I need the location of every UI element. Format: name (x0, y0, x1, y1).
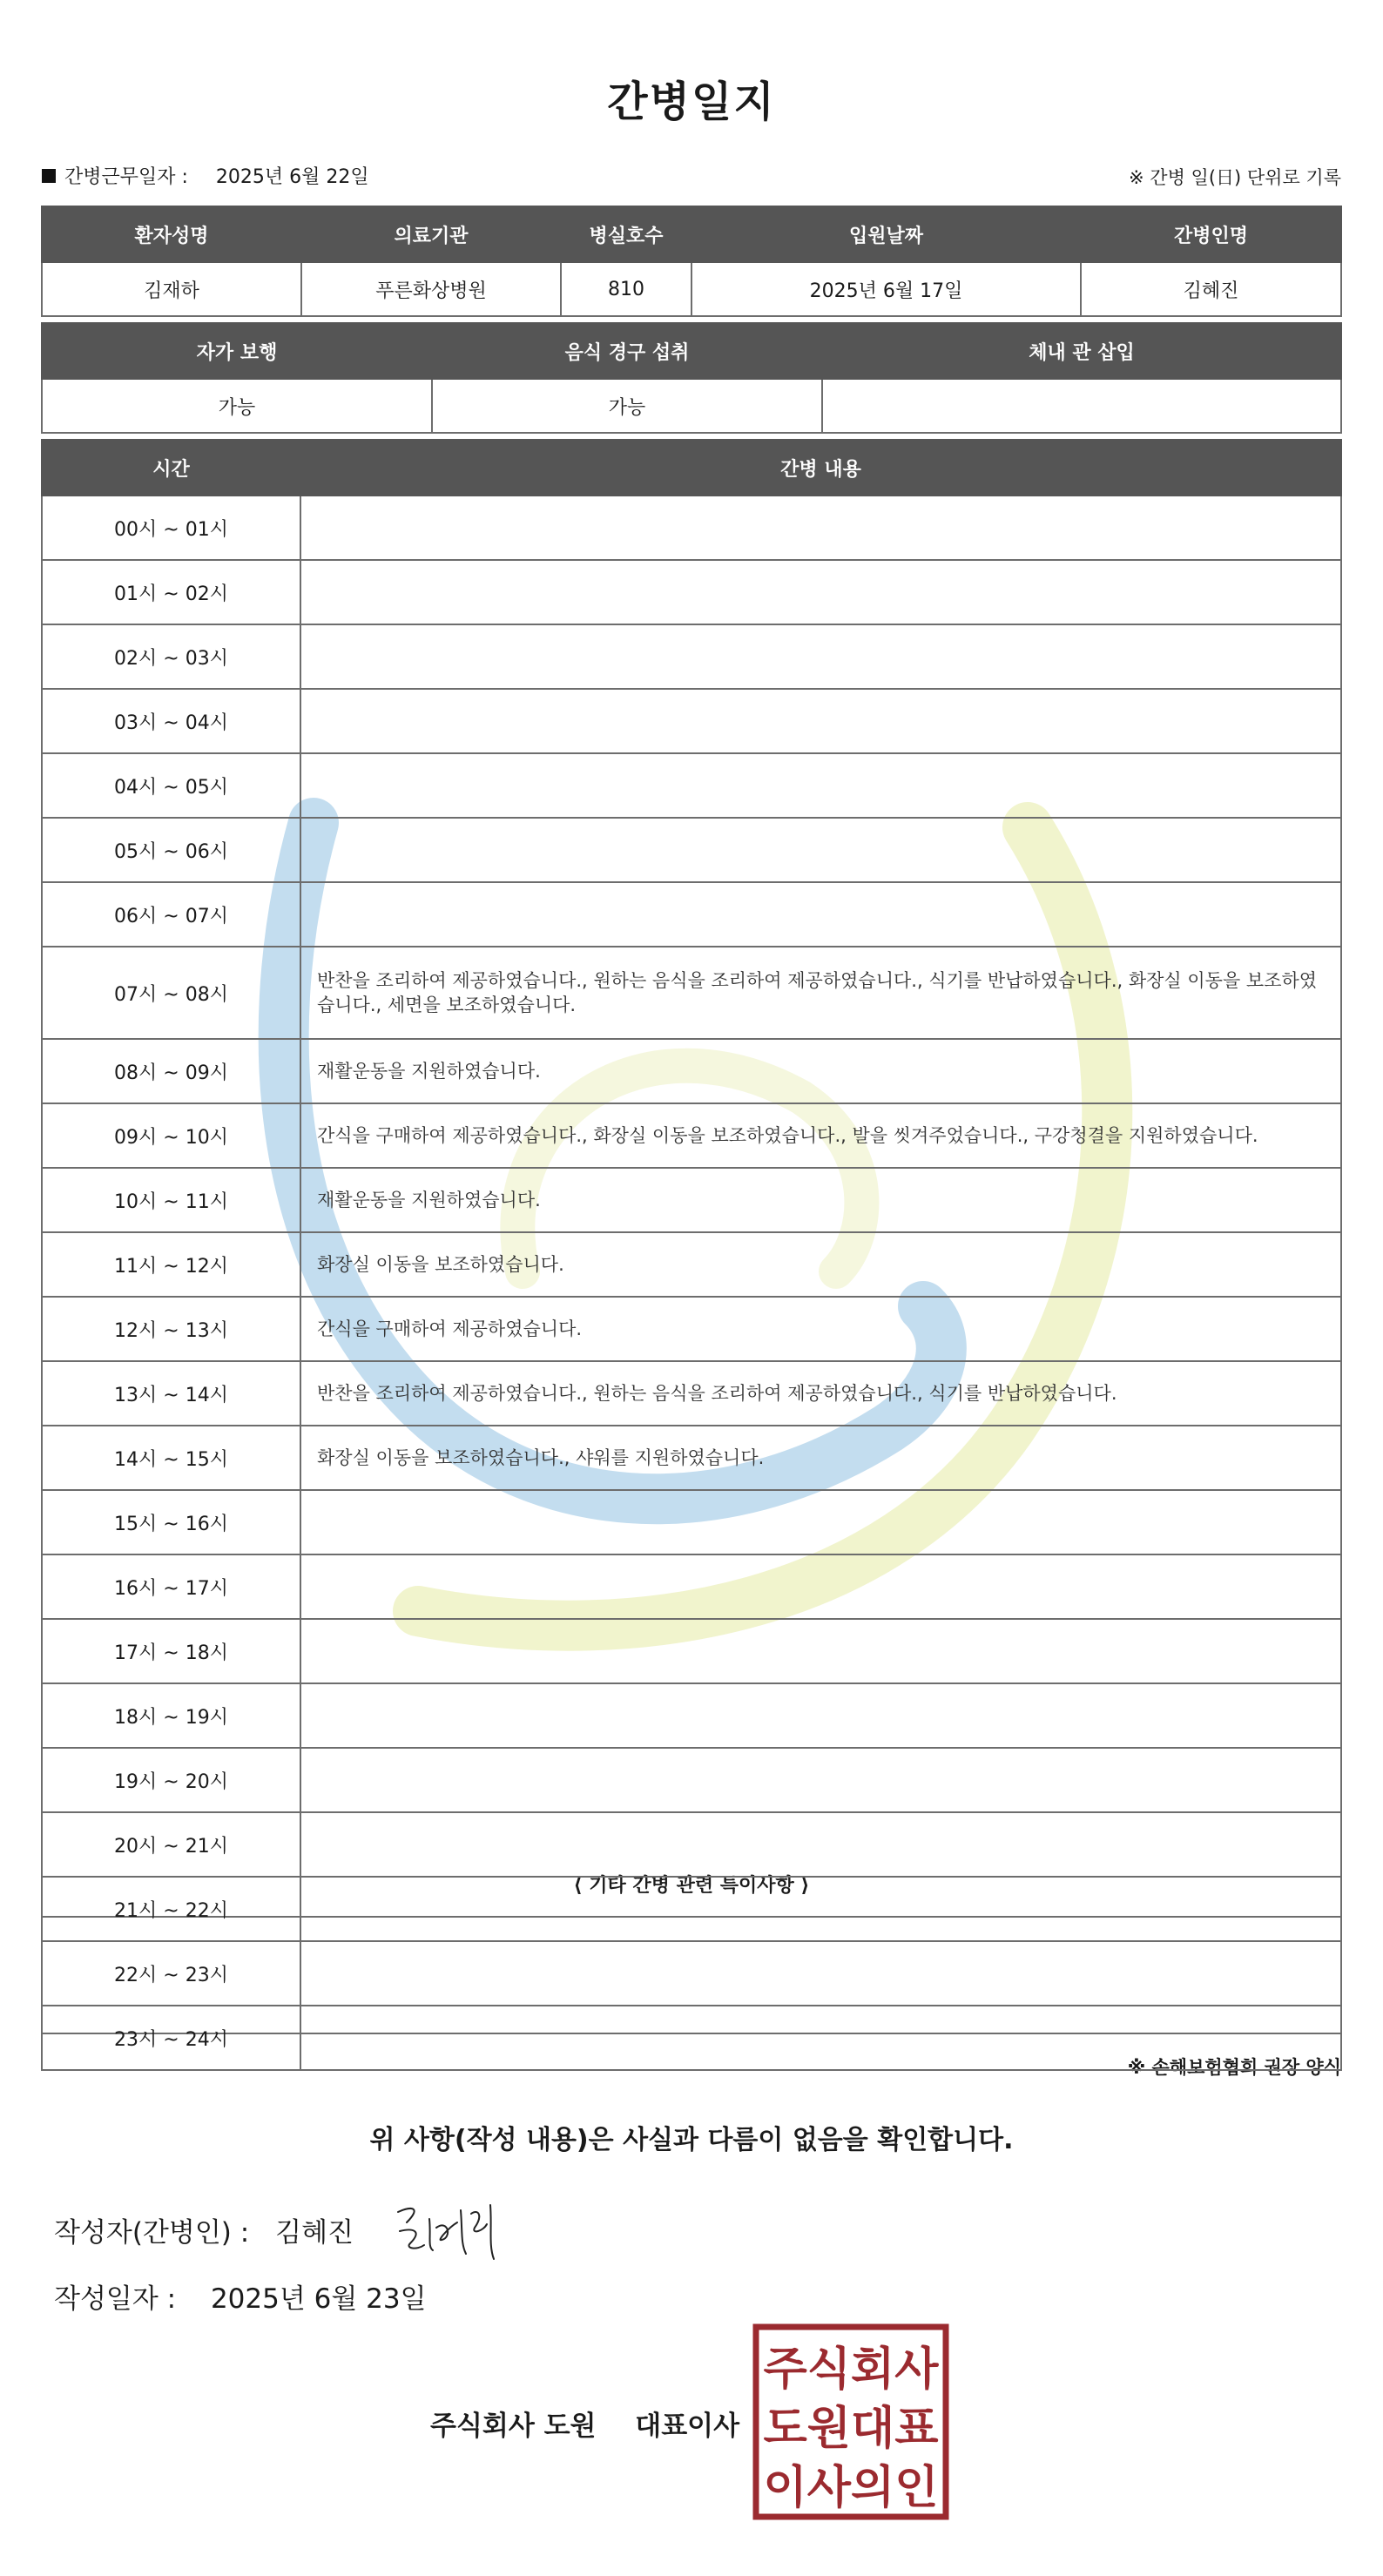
caregiver-name-value: 김혜진 (1081, 262, 1341, 316)
care-log-row (42, 1941, 1341, 2006)
company-name: 주식회사 도원 (430, 2411, 597, 2442)
care-log-time: 12시 ~ 13시 (42, 1297, 300, 1361)
daily-record-note: ※ 간병 일(日) 단위로 기록 (1129, 167, 1341, 188)
care-log-row (42, 624, 1341, 689)
header-tube-insertion: 체내 관 삽입 (822, 323, 1341, 379)
writer-name: 김혜진 (275, 2217, 354, 2249)
square-bullet-icon (42, 169, 56, 183)
company-seal-stamp (752, 2323, 949, 2520)
header-self-walking: 자가 보행 (42, 323, 432, 379)
patient-info-value-row (42, 262, 1341, 316)
care-log-content (300, 1941, 1341, 2006)
written-date-value: 2025년 6월 23일 (210, 2283, 427, 2315)
care-log-time: 05시 ~ 06시 (42, 818, 300, 882)
room-number-value: 810 (561, 262, 692, 316)
care-log-time: 19시 ~ 20시 (42, 1748, 300, 1812)
care-log-time: 17시 ~ 18시 (42, 1619, 300, 1683)
handwritten-signature (388, 2193, 518, 2262)
care-log-time: 21시 ~ 22시 (42, 1877, 300, 1941)
header-patient-name: 환자성명 (42, 206, 301, 262)
care-log-row (42, 1103, 1341, 1168)
header-care-content: 간병 내용 (300, 440, 1341, 496)
care-log-content: 화장실 이동을 보조하였습니다. (300, 1232, 1341, 1297)
care-log-row (42, 1232, 1341, 1297)
care-log-content (300, 624, 1341, 689)
care-log-row (42, 560, 1341, 624)
care-log-time: 23시 ~ 24시 (42, 2006, 300, 2070)
care-log-time: 09시 ~ 10시 (42, 1103, 300, 1168)
care-log-content (300, 882, 1341, 947)
work-date-label: 간병근무일자 : (64, 166, 188, 188)
care-log-row (42, 1812, 1341, 1877)
oral-intake-value: 가능 (432, 379, 822, 433)
care-log-content: 간식을 구매하여 제공하였습니다. (300, 1297, 1341, 1361)
care-log-body (42, 496, 1341, 2070)
care-log-time: 18시 ~ 19시 (42, 1683, 300, 1748)
status-value-row (42, 379, 1341, 433)
seal-line-2: 도원대표 (763, 2403, 939, 2455)
care-log-row (42, 1039, 1341, 1103)
hospital-value: 푸른화상병원 (301, 262, 561, 316)
care-log-row (42, 753, 1341, 818)
care-log-time: 16시 ~ 17시 (42, 1554, 300, 1619)
care-log-header-row (42, 440, 1341, 496)
work-date-value: 2025년 6월 22일 (215, 166, 369, 188)
care-log-row (42, 1554, 1341, 1619)
care-log-row (42, 882, 1341, 947)
care-log-time: 22시 ~ 23시 (42, 1941, 300, 2006)
care-log-row (42, 947, 1341, 1039)
header-oral-intake: 음식 경구 섭취 (432, 323, 822, 379)
admission-date-value: 2025년 6월 17일 (692, 262, 1081, 316)
care-log-content (300, 1490, 1341, 1554)
header-admission-date: 입원날짜 (692, 206, 1081, 262)
seal-line-3: 이사의인 (763, 2462, 939, 2514)
care-log-time: 08시 ~ 09시 (42, 1039, 300, 1103)
care-log-content: 반찬을 조리하여 제공하였습니다., 원하는 음식을 조리하여 제공하였습니다., 식기를 반납하였습니다. (300, 1361, 1341, 1426)
care-log-content (300, 1554, 1341, 1619)
work-date-line (42, 162, 369, 189)
company-line (430, 2404, 739, 2443)
care-log-row (42, 1748, 1341, 1812)
care-log-row (42, 2006, 1341, 2070)
care-log-row (42, 818, 1341, 882)
writer-line (54, 2210, 354, 2249)
care-log-content (300, 1619, 1341, 1683)
written-date-line (54, 2276, 427, 2316)
care-log-content (300, 496, 1341, 560)
care-log-time: 00시 ~ 01시 (42, 496, 300, 560)
header-caregiver-name: 간병인명 (1081, 206, 1341, 262)
care-log-row (42, 496, 1341, 560)
care-log-row (42, 1683, 1341, 1748)
care-log-time: 06시 ~ 07시 (42, 882, 300, 947)
care-log-time: 15시 ~ 16시 (42, 1490, 300, 1554)
header-room-number: 병실호수 (561, 206, 692, 262)
care-log-content: 반찬을 조리하여 제공하였습니다., 원하는 음식을 조리하여 제공하였습니다., 식기를 반납하였습니다., 화장실 이동을 보조하였습니다., 세면을 보조하였습니다. (300, 947, 1341, 1039)
care-log-time: 01시 ~ 02시 (42, 560, 300, 624)
seal-line-1: 주식회사 (763, 2343, 939, 2396)
care-log-content: 화장실 이동을 보조하였습니다., 샤워를 지원하였습니다. (300, 1426, 1341, 1490)
patient-info-header-row (42, 206, 1341, 262)
care-log-time: 10시 ~ 11시 (42, 1168, 300, 1232)
care-log-content (300, 689, 1341, 753)
care-log-row (42, 1297, 1341, 1361)
status-header-row (42, 323, 1341, 379)
care-log-time: 13시 ~ 14시 (42, 1361, 300, 1426)
writer-label: 작성자(간병인) : (54, 2217, 250, 2249)
care-log-row (42, 1490, 1341, 1554)
care-log-row (42, 1619, 1341, 1683)
care-log-row (42, 1168, 1341, 1232)
special-notes-title: ⟨ 기타 간병 관련 특이사항 ⟩ (573, 1875, 810, 1897)
header-time: 시간 (42, 440, 300, 496)
care-log-content (300, 560, 1341, 624)
care-log-content (300, 818, 1341, 882)
form-source-note: ※ 손해보험협회 권장 양식 (1127, 2057, 1341, 2078)
patient-status-table (41, 322, 1342, 434)
care-log-content (300, 2006, 1341, 2070)
care-log-content (300, 753, 1341, 818)
written-date-label: 작성일자 : (54, 2283, 177, 2315)
ceo-title: 대표이사 (635, 2411, 740, 2442)
care-log-row (42, 689, 1341, 753)
care-log-content: 재활운동을 지원하였습니다. (300, 1039, 1341, 1103)
care-log-content (300, 1748, 1341, 1812)
care-log-time: 11시 ~ 12시 (42, 1232, 300, 1297)
care-log-row (42, 1877, 1341, 1941)
patient-info-table (41, 206, 1342, 317)
care-log-content: 재활운동을 지원하였습니다. (300, 1168, 1341, 1232)
care-log-time: 03시 ~ 04시 (42, 689, 300, 753)
patient-name-value: 김재하 (42, 262, 301, 316)
care-log-content (300, 1683, 1341, 1748)
care-log-row (42, 1426, 1341, 1490)
tube-insertion-value (822, 379, 1341, 433)
care-log-time: 07시 ~ 08시 (42, 947, 300, 1039)
care-log-time: 02시 ~ 03시 (42, 624, 300, 689)
header-hospital: 의료기관 (301, 206, 561, 262)
care-log-time: 04시 ~ 05시 (42, 753, 300, 818)
care-log-time: 14시 ~ 15시 (42, 1426, 300, 1490)
care-log-content (300, 1877, 1341, 1941)
self-walking-value: 가능 (42, 379, 432, 433)
care-log-row (42, 1361, 1341, 1426)
care-log-content: 간식을 구매하여 제공하였습니다., 화장실 이동을 보조하였습니다., 발을 씻겨주었습니다., 구강청결을 지원하였습니다. (300, 1103, 1341, 1168)
page-title: 간병일지 (607, 78, 776, 126)
care-log-time: 20시 ~ 21시 (42, 1812, 300, 1877)
confirmation-statement: 위 사항(작성 내용)은 사실과 다름이 없음을 확인합니다. (369, 2125, 1014, 2155)
care-log-content (300, 1812, 1341, 1877)
care-log-table (41, 439, 1342, 2071)
